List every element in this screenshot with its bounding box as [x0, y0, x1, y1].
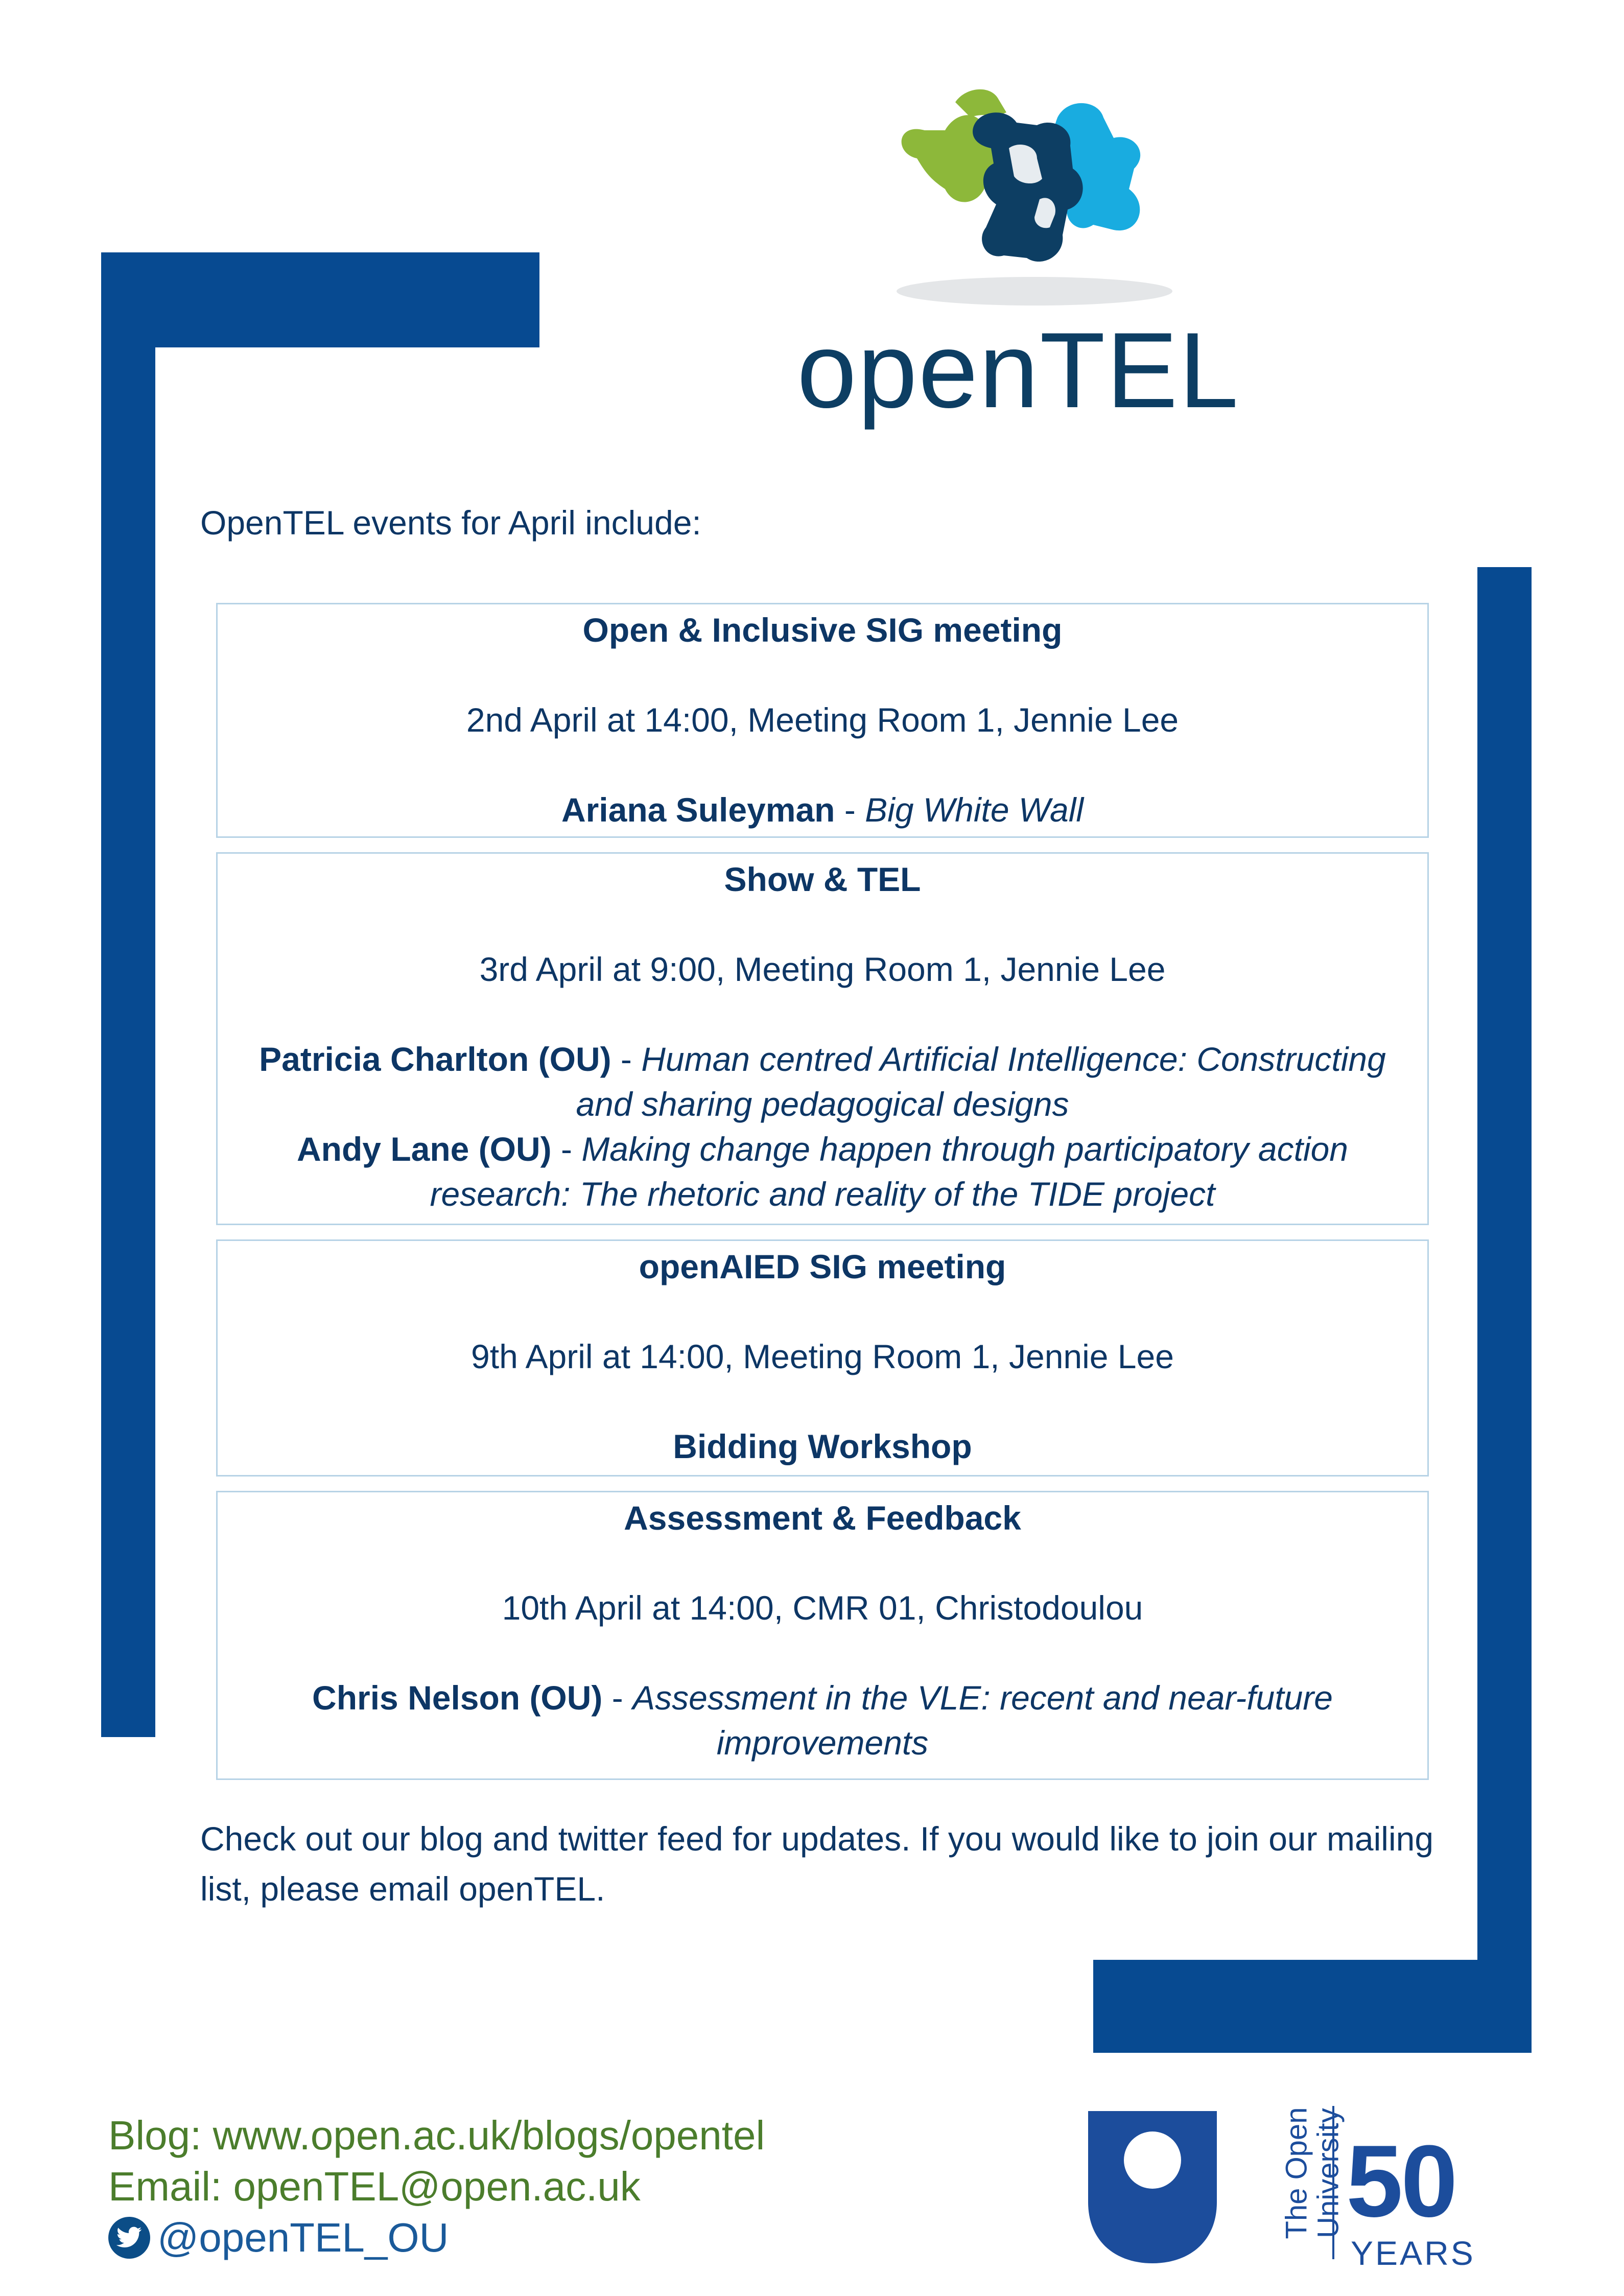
twitter-handle: @openTEL_OU	[157, 2215, 449, 2260]
blog-link[interactable]: Blog: www.open.ac.uk/blogs/opentel	[108, 2113, 765, 2158]
email-link[interactable]: Email: openTEL@open.ac.uk	[108, 2164, 641, 2209]
event-talk	[218, 1424, 1427, 1469]
frame-right-bar	[1477, 567, 1532, 2053]
talk-speaker: Bidding Workshop	[673, 1427, 972, 1465]
intro-text: OpenTEL events for April include:	[200, 504, 701, 542]
contact-block	[108, 2110, 765, 2263]
event-card	[216, 1491, 1429, 1780]
event-talk	[218, 787, 1427, 832]
event-details: 3rd April at 9:00, Meeting Room 1, Jennie Lee	[479, 950, 1166, 988]
ou-name-line1: The Open	[1280, 2107, 1313, 2239]
talk-speaker: Ariana Suleyman	[561, 791, 835, 829]
anniversary-word: YEARS	[1351, 2234, 1475, 2272]
talk-speaker: Chris Nelson (OU)	[312, 1679, 603, 1717]
talk-topic: Making change happen through participatory action research: The rhetoric and reality of the TIDE project	[430, 1130, 1348, 1213]
ou-name-line2: University	[1311, 2108, 1345, 2238]
talk-separator: -	[551, 1130, 582, 1168]
event-card	[216, 603, 1429, 838]
event-talk	[218, 1675, 1427, 1765]
event-card	[216, 852, 1429, 1225]
talk-topic: Human centred Artificial Intelligence: Constructing and sharing pedagogical designs	[576, 1040, 1386, 1123]
talk-speaker: Andy Lane (OU)	[296, 1130, 552, 1168]
event-title: Show & TEL	[724, 860, 921, 898]
event-details: 10th April at 14:00, CMR 01, Christodoulou	[502, 1589, 1143, 1627]
brand-name: openTEL	[797, 310, 1240, 430]
event-title: Open & Inclusive SIG meeting	[582, 611, 1063, 649]
frame-top-bar	[101, 252, 539, 347]
event-card	[216, 1239, 1429, 1477]
frame-left-bar	[101, 252, 155, 1737]
twitter-row[interactable]	[108, 2212, 765, 2263]
frame-bottom-bar	[1093, 1960, 1532, 2053]
twitter-bird-icon	[108, 2217, 150, 2259]
talk-separator: -	[602, 1679, 633, 1717]
event-details: 9th April at 14:00, Meeting Room 1, Jennie Lee	[471, 1338, 1174, 1375]
talk-speaker: Patricia Charlton (OU)	[259, 1040, 611, 1078]
talk-separator: -	[835, 791, 865, 829]
talk-topic: Big White Wall	[865, 791, 1084, 829]
event-title: Assessment & Feedback	[624, 1499, 1021, 1537]
anniversary-number: 50	[1346, 2124, 1456, 2238]
talk-topic: Assessment in the VLE: recent and near-future improvements	[632, 1679, 1333, 1762]
event-talk	[218, 1037, 1427, 1127]
open-university-logo	[1083, 2100, 1522, 2274]
opentel-logo-mark	[889, 82, 1175, 307]
talk-separator: -	[611, 1040, 642, 1078]
event-talk	[218, 1127, 1427, 1216]
event-title: openAIED SIG meeting	[639, 1248, 1006, 1285]
event-details: 2nd April at 14:00, Meeting Room 1, Jennie Lee	[466, 701, 1179, 739]
call-to-action: Check out our blog and twitter feed for updates. If you would like to join our mailing list, please email openTEL.	[200, 1820, 1434, 1908]
